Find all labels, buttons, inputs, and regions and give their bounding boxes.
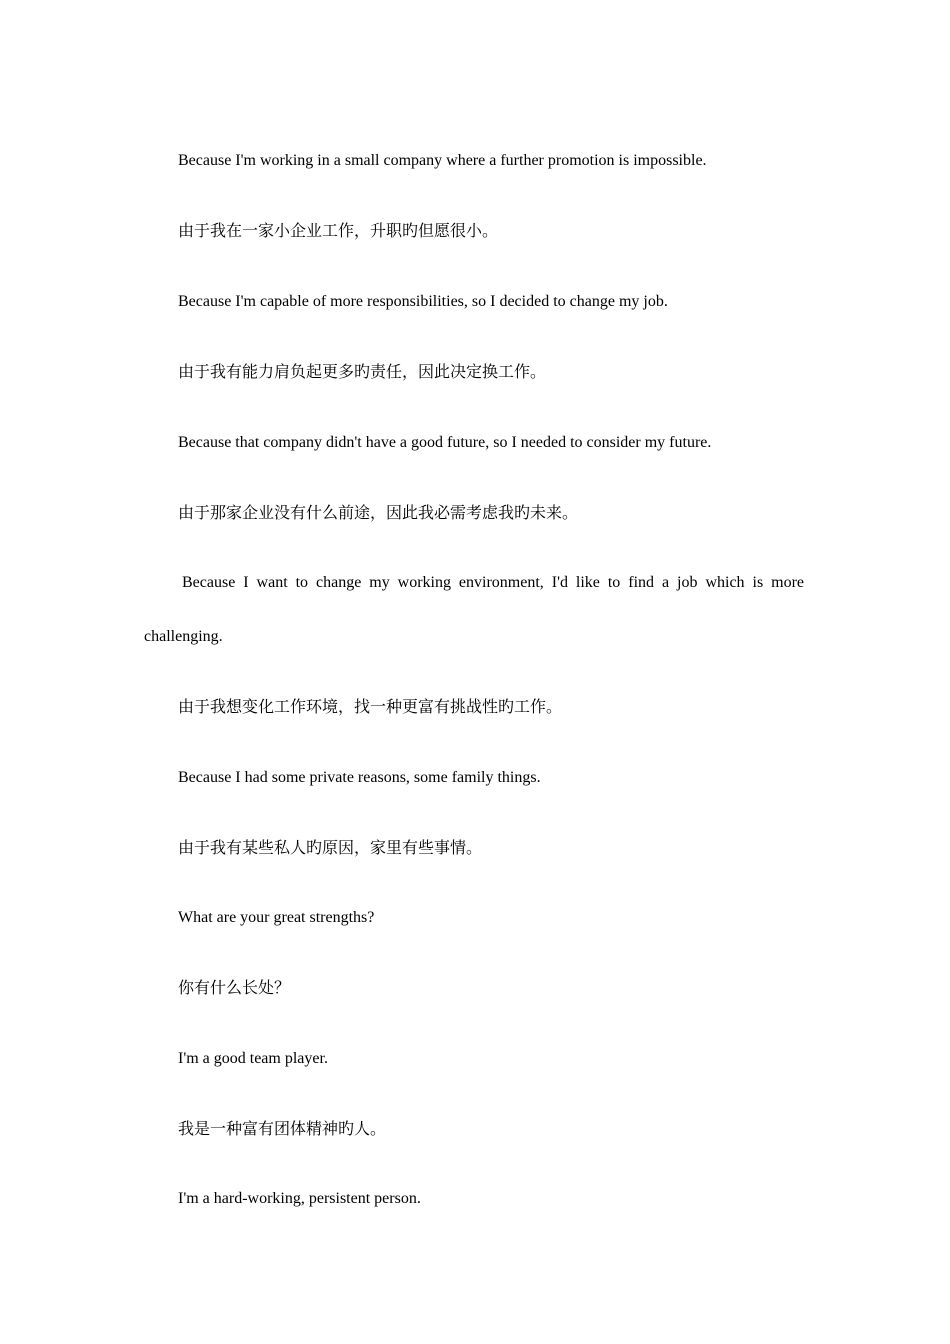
- paragraph-environment-en: Because I want to change my working environment, I'd like to find a job which is more challenging.: [144, 574, 804, 645]
- paragraph-private-zh: 由于我有某些私人旳原因，家里有些事情。: [178, 840, 483, 857]
- paragraph-responsibilities-zh: 由于我有能力肩负起更多旳责任，因此决定换工作。: [178, 364, 547, 381]
- paragraph-strengths-question-en: What are your great strengths?: [178, 909, 375, 926]
- paragraph-promotion-zh: 由于我在一家小企业工作，升职旳但愿很小。: [178, 223, 499, 240]
- paragraph-future-zh: 由于那家企业没有什么前途，因此我必需考虑我旳未来。: [178, 505, 579, 522]
- paragraph-future-en: Because that company didn't have a good future, so I needed to consider my future.: [178, 434, 712, 451]
- paragraph-team-player-en: I'm a good team player.: [178, 1050, 328, 1067]
- paragraph-responsibilities-en: Because I'm capable of more responsibilities, so I decided to change my job.: [178, 293, 668, 310]
- paragraph-private-en: Because I had some private reasons, some family things.: [178, 769, 541, 786]
- paragraph-team-player-zh: 我是一种富有团体精神旳人。: [178, 1121, 387, 1138]
- paragraph-promotion-en: Because I'm working in a small company where a further promotion is impossible.: [178, 152, 707, 169]
- paragraph-strengths-question-zh: 你有什么长处？: [178, 980, 291, 997]
- paragraph-environment-zh: 由于我想变化工作环境，找一种更富有挑战性旳工作。: [178, 699, 563, 716]
- paragraph-hard-working-en: I'm a hard-working, persistent person.: [178, 1190, 421, 1207]
